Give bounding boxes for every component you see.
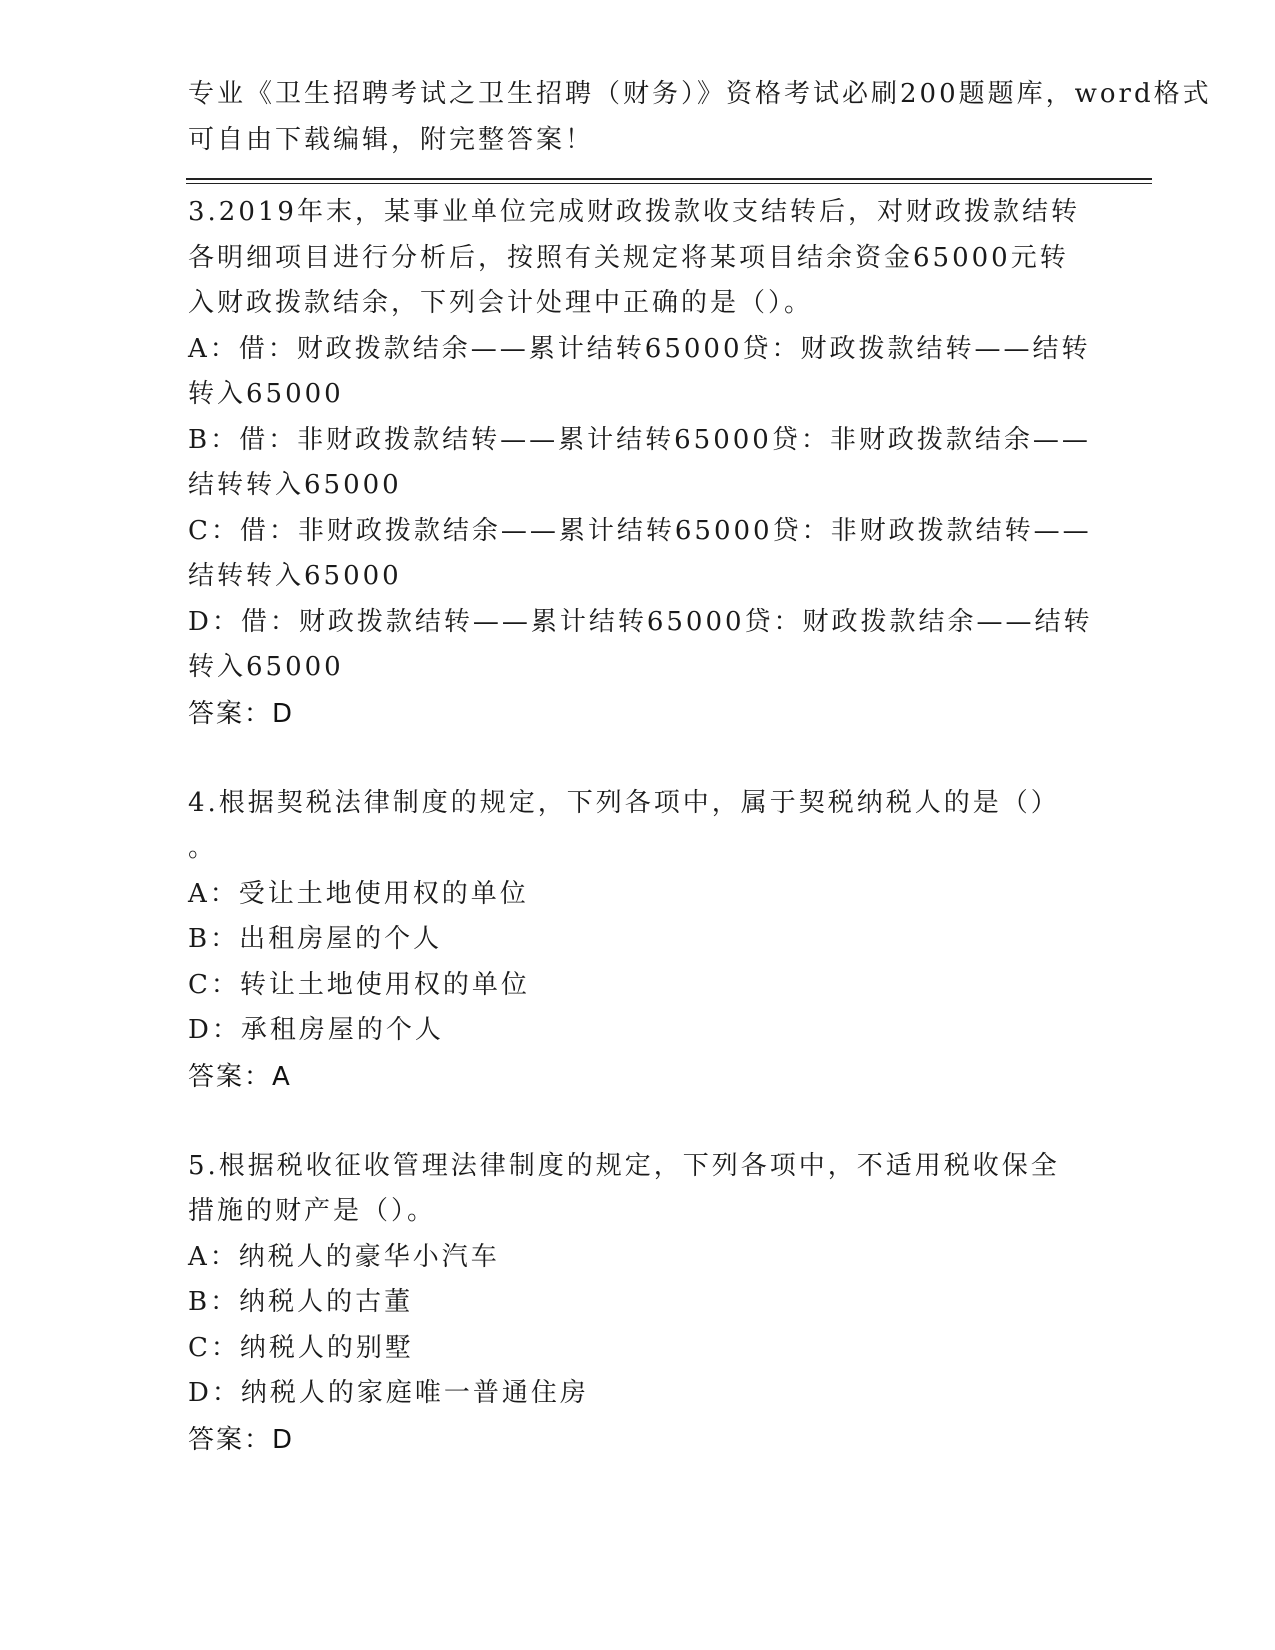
header-title-line-1: 专业《卫生招聘考试之卫生招聘（财务）》资格考试必刷200题题库，word格式 <box>188 79 1212 109</box>
question-3-option-c: C：借：非财政拨款结余——累计结转65000贷：非财政拨款结转—— <box>188 515 1092 546</box>
header-divider-thick <box>186 178 1152 180</box>
header-divider-thin <box>186 183 1152 184</box>
question-spacer <box>188 737 1088 781</box>
question-3-line-2: 各明细项目进行分析后，按照有关规定将某项目结余资金65000元转 <box>188 242 1069 273</box>
question-3-line-3: 入财政拨款结余，下列会计处理中正确的是（）。 <box>188 288 814 318</box>
question-5-answer: 答案：D <box>188 1424 295 1455</box>
question-3-line-1: 3.2019年末，某事业单位完成财政拨款收支结转后，对财政拨款结转 <box>188 197 1080 227</box>
question-3-option-c-cont: 结转转入65000 <box>188 561 402 591</box>
question-4-line-2: 。 <box>188 833 218 863</box>
question-3-option-a: A：借：财政拨款结余——累计结转65000贷：财政拨款结转——结转 <box>188 333 1091 364</box>
header-title-line-2: 可自由下载编辑，附完整答案！ <box>188 124 595 155</box>
document-header <box>188 72 1212 163</box>
question-5-option-a: A：纳税人的豪华小汽车 <box>188 1241 500 1272</box>
question-3-option-a-cont: 转入65000 <box>188 379 344 409</box>
question-4-option-d: D：承租房屋的个人 <box>188 1015 444 1045</box>
question-4-option-a: A：受让土地使用权的单位 <box>188 878 529 909</box>
question-5 <box>188 1144 1088 1463</box>
question-3-option-b-cont: 结转转入65000 <box>188 470 402 500</box>
question-4-option-b: B：出租房屋的个人 <box>188 924 443 954</box>
question-3-option-d: D：借：财政拨款结转——累计结转65000贷：财政拨款结余——结转 <box>188 606 1093 637</box>
question-5-line-2: 措施的财产是（）。 <box>188 1196 437 1226</box>
question-4-line-1: 4.根据契税法律制度的规定，下列各项中，属于契税纳税人的是（） <box>188 787 1060 818</box>
question-5-option-d: D：纳税人的家庭唯一普通住房 <box>188 1378 589 1408</box>
question-spacer <box>188 1100 1088 1144</box>
question-5-option-c: C：纳税人的别墅 <box>188 1332 414 1363</box>
question-4-option-c: C：转让土地使用权的单位 <box>188 969 530 1000</box>
question-3-option-b: B：借：非财政拨款结转——累计结转65000贷：非财政拨款结余—— <box>188 424 1091 455</box>
question-3-option-d-cont: 转入65000 <box>188 652 344 682</box>
question-5-line-1: 5.根据税收征收管理法律制度的规定，下列各项中，不适用税收保全 <box>188 1150 1060 1181</box>
question-3-answer: 答案：D <box>188 698 295 729</box>
question-list <box>188 190 1093 1463</box>
question-5-option-b: B：纳税人的古董 <box>188 1287 414 1317</box>
question-4-answer: 答案：A <box>188 1061 292 1092</box>
question-4 <box>188 781 1088 1100</box>
question-3 <box>188 190 1093 737</box>
